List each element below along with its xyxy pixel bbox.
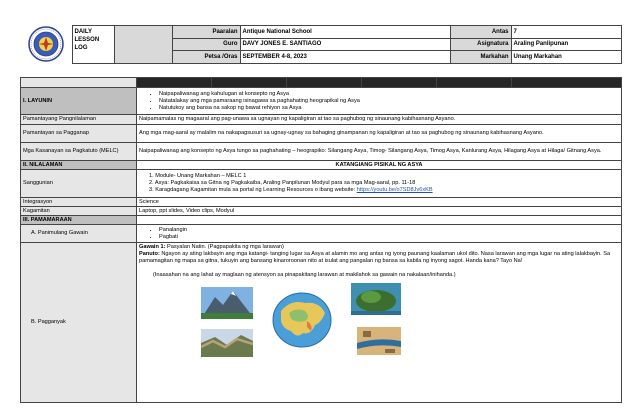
dark-band-cell bbox=[137, 78, 212, 88]
list-item: 2. Asya: Pagkakaisa sa Gitna ng Pagkakaiba, Araling Panpilunan Modyul para sa mga Mag-aaral, pp. 11-18 bbox=[149, 180, 416, 186]
gawain-content bbox=[137, 225, 622, 243]
dark-band-cell bbox=[287, 78, 362, 88]
teacher-label: Guro bbox=[172, 38, 240, 51]
quarter-label: Markahan bbox=[450, 51, 511, 64]
resource-text: 3. Karagdagang Kagamitan mula sa portal ng Learning Resources o ibang website: bbox=[149, 187, 357, 193]
list-item: • Natatalakay ang mga pamaraang isinagawa sa paghahating heograpikal ng Asya bbox=[159, 98, 619, 105]
kagamitan-value: Laptop, ppt slides, Video clips, Modyul bbox=[137, 207, 622, 216]
list-item: • Naipapaliwanag ang kahulugan at konsepto ng Asya bbox=[159, 91, 619, 98]
layunin-content bbox=[137, 88, 622, 115]
sanggunian-content bbox=[137, 170, 622, 198]
activity-images bbox=[139, 279, 619, 359]
subject-value: Araling Panlipunan bbox=[511, 38, 621, 51]
kagamitan-label: Kagamitan bbox=[21, 207, 137, 216]
dark-band-label-cell bbox=[21, 78, 137, 88]
desert-canal-photo bbox=[357, 327, 401, 355]
dark-band-cell bbox=[362, 78, 437, 88]
list-item: • Pagbati bbox=[159, 234, 619, 241]
panuto-paragraph bbox=[139, 251, 619, 265]
doc-type: DAILY LESSON LOG bbox=[72, 26, 114, 64]
mountain-photo bbox=[201, 287, 253, 319]
list-item: • Panalangin bbox=[159, 227, 619, 234]
island-photo bbox=[351, 283, 401, 315]
header-spacer bbox=[114, 26, 172, 64]
gawain1-title: Gawain 1: bbox=[139, 244, 166, 250]
list-item: • Natutukoy ang bansa na sakop ng bawat rehiyon sa Asya bbox=[159, 105, 619, 112]
pamamaraan-label: III. PAMAMARAAN bbox=[21, 216, 137, 225]
subject-label: Asignatura bbox=[450, 38, 511, 51]
panuto-title: Panuto: bbox=[139, 251, 160, 257]
pamantayang-pangnilalaman-label: Pamantayang Pangnilalaman bbox=[21, 115, 137, 125]
date-label: Petsa /Oras bbox=[172, 51, 240, 64]
dark-band-cell bbox=[212, 78, 287, 88]
teacher-value: DAVY JONES E. SANTIAGO bbox=[240, 38, 450, 51]
melc-value: Naipapaliwanag ang konsepto ng Asya tungo sa paghahating – heograpiko: Silangang Asya, Timog- Silangang Asya, Timog Asya, Kanlurang Asya, Hilagang Asya at Hilaga/ Gitnang Asya. bbox=[137, 143, 622, 161]
dark-band-cell bbox=[437, 78, 512, 88]
school-value: Antique National School bbox=[240, 26, 450, 39]
nilalaman-label: II. NILALAMAN bbox=[21, 161, 137, 170]
grade-value: 7 bbox=[511, 26, 621, 39]
quarter-value: Unang Markahan bbox=[511, 51, 621, 64]
gawain-label: A. Panimulang Gawain bbox=[21, 225, 137, 243]
school-label: Paaralan bbox=[172, 26, 240, 39]
grade-label: Antas bbox=[450, 26, 511, 39]
gawain1-line bbox=[139, 244, 619, 251]
asia-map-photo bbox=[271, 291, 333, 349]
pamantayang-pangnilalaman-value: Naipamamalas ng magaaral ang pag-unawa sa ugnayan ng kapaligiran at tao sa paghubog ng sinaunang kabihasnang Asyano. bbox=[137, 115, 622, 125]
panuto-text: Ngayon ay ating lakbayin ang mga katangi- tanging lugar sa Asya at alamin mo ang antas ng iyong paunang kaalaman ukol dito. Nasa larawan ang mga lugar na ating lalakbayin. Sa pamamagitan ng mapa sa gitna, tukuyin ang bansang kinaroroonan nito at isulat ang pangalan ng bansa sa kabila ng inyong sagot. Handa kana? Tayo Na! bbox=[139, 251, 611, 264]
sanggunian-label: Sanggunian bbox=[21, 170, 137, 198]
layunin-label: I. LAYUNIN bbox=[21, 88, 137, 115]
great-wall-photo bbox=[201, 329, 253, 357]
seal-icon bbox=[28, 26, 64, 62]
pamamaraan-value bbox=[137, 216, 622, 225]
list-item bbox=[149, 187, 619, 194]
date-value: SEPTEMBER 4-8, 2023 bbox=[240, 51, 450, 64]
pagganyak-label: B. Pagganyak bbox=[21, 243, 137, 403]
nilalaman-value: KATANGIANG PISIKAL NG ASYA bbox=[137, 161, 622, 170]
pamantayan-sa-pagganap-value: Ang mga mag-aaral ay malalim na nakapagsusuri sa ugnay-ugnay sa bahaging ginampanan ng kapaligiran at tao sa paghubog ng sinaunang kabihasnang Asyano. bbox=[137, 125, 622, 143]
header-table bbox=[20, 25, 622, 64]
integrasyon-value: Science bbox=[137, 198, 622, 207]
lesson-table bbox=[20, 77, 622, 403]
note: (Inaasahan na ang lahat ay maglaan ng atensyon sa pinapakitang larawan at makilahok sa gawain na nakalaan/inihanda.) bbox=[153, 272, 456, 278]
dark-band-cell bbox=[512, 78, 622, 88]
integrasyon-label: Integrasyon bbox=[21, 198, 137, 207]
deped-seal bbox=[20, 26, 72, 64]
melc-label: Mga Kasanayan sa Pagkatuto (MELC) bbox=[21, 143, 137, 161]
pagganyak-content bbox=[137, 243, 622, 403]
list-item: 1. Module- Unang Markahan – MELC 1 bbox=[149, 173, 247, 179]
youtube-link[interactable]: https://youtu.be/o7SD8Jv6xKB bbox=[356, 187, 433, 193]
pamantayan-sa-pagganap-label: Pamantayan sa Pagganap bbox=[21, 125, 137, 143]
gawain1-text: Pasyalan Natin. (Pagpapakita ng mga larawan) bbox=[165, 244, 284, 250]
